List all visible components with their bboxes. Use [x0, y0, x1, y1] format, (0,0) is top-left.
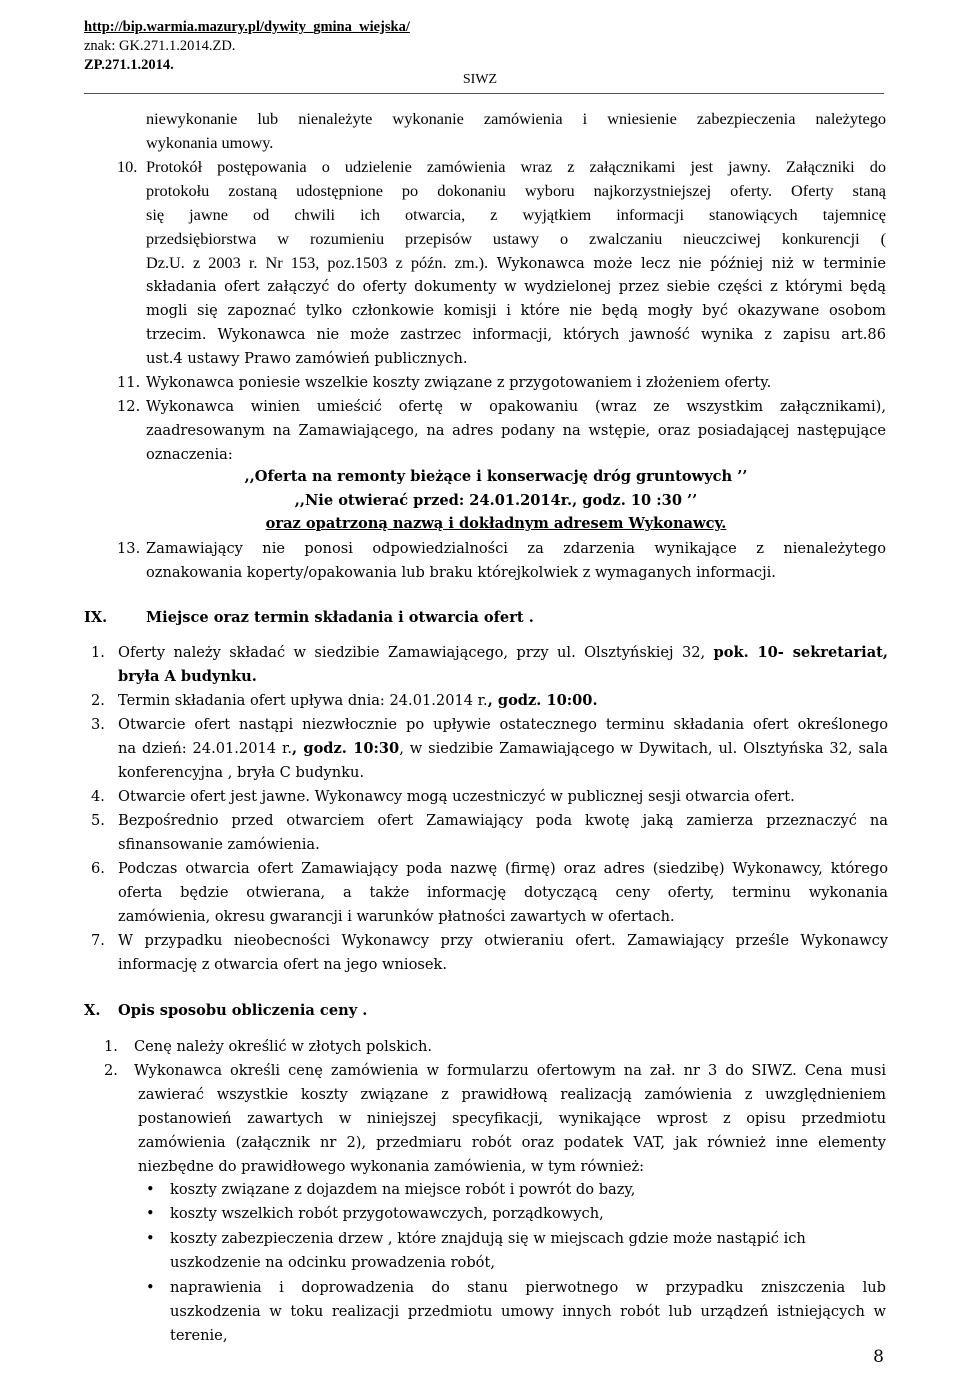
p10-line-6: składania ofert załączyć do oferty dokumenty w wydzielonej przez siebie części z którymi będą [146, 278, 886, 295]
bullet-4-line-2: uszkodzenia w toku realizacji przedmiotu umowy innych robót lub urządzeń istniejących w [170, 1303, 886, 1320]
procedure-number: ZP.271.1.2014. [84, 57, 174, 73]
s10-item-1-number: 1. [104, 1038, 118, 1055]
header-siwz: SIWZ [462, 72, 498, 87]
section-x-title: Opis sposobu obliczenia ceny . [118, 1002, 368, 1019]
bullet-3-dot: • [146, 1230, 155, 1247]
s9-item-1-number: 1. [91, 644, 105, 661]
p10-line-8: trzecim. Wykonawca nie może zastrzec informacji, których jawność wynika z zapisu art.86 [146, 326, 886, 343]
envelope-mark-1: ,,Oferta na remonty bieżące i konserwację dróg gruntowych ’’ [244, 468, 748, 485]
bullet-4-dot: • [146, 1279, 155, 1296]
s9-item-6-number: 6. [91, 860, 105, 877]
p10-number: 10. [117, 157, 138, 176]
s9-item-7-line-1: W przypadku nieobecności Wykonawcy przy otwieraniu ofert. Zamawiający prześle Wykonawcy [118, 932, 888, 949]
s9-item-3-line-3: konferencyjna , bryła C budynku. [118, 764, 365, 781]
p12-line-2: zaadresowanym na Zamawiającego, na adres podany na wstępie, oraz posiadającej następujące [146, 422, 886, 439]
s9-item-3-number: 3. [91, 716, 105, 733]
s9-item-5-line-1: Bezpośrednio przed otwarciem ofert Zamawiający poda kwotę jaką zamierza przeznaczyć na [118, 812, 888, 829]
bullet-1-dot: • [146, 1181, 155, 1198]
p10-line-1: Protokół postępowania o udzielenie zamówienia wraz z załącznikami jest jawny. Załączniki do [146, 157, 886, 176]
s10-item-2-line-3: postanowień zawartych w niniejszej specyfikacji, wynikające wprost z opisu przedmiotu [138, 1110, 886, 1127]
p9-line-2: wykonania umowy. [146, 133, 274, 152]
p10-line-9: ust.4 ustawy Prawo zamówień publicznych. [146, 350, 468, 367]
bullet-3-line-1: koszty zabezpieczenia drzew , które znajdują się w miejscach gdzie może nastąpić ich [170, 1230, 806, 1247]
s10-item-2-number: 2. [104, 1062, 118, 1079]
p10-line-5 [146, 251, 886, 276]
s9-item-6-line-1: Podczas otwarcia ofert Zamawiający poda nazwę (firmę) oraz adres (siedzibę) Wykonawcy, którego [118, 860, 888, 877]
p10-line-7: mogli się zapoznać tylko członkowie komisji i które nie będą mogły być okazywane osobom [146, 302, 886, 319]
envelope-mark-2: ,,Nie otwierać przed: 24.01.2014r., godz. 10 :30 ’’ [294, 492, 698, 509]
s9-item-1-line-2: bryła A budynku. [118, 668, 257, 685]
envelope-mark-3: oraz opatrzoną nazwą i dokładnym adresem Wykonawcy. [265, 515, 727, 532]
bullet-2-text: koszty wszelkich robót przygotowawczych, porządkowych, [170, 1205, 604, 1222]
p12-number: 12. [117, 398, 141, 415]
s10-item-2-line-1: Wykonawca określi cenę zamówienia w formularzu ofertowym na zał. nr 3 do SIWZ. Cena musi [134, 1062, 886, 1079]
s9-item-3-place: , w siedzibie Zamawiającego w Dywitach, ul. Olsztyńska 32, sala [399, 740, 888, 757]
bip-link[interactable]: http://bip.warmia.mazury.pl/dywity_gmina_wiejska/ [84, 19, 410, 35]
bullet-4-line-3: terenie, [170, 1327, 228, 1344]
s9-item-7-number: 7. [91, 932, 105, 949]
s9-item-5-line-2: sfinansowanie zamówienia. [118, 836, 320, 853]
page-header [84, 18, 410, 75]
s9-item-3-time: , godz. 10:30 [291, 740, 400, 757]
p12-line-3: oznaczenia: [146, 446, 233, 463]
p11-number: 11. [117, 374, 141, 391]
s9-item-2-text: Termin składania ofert upływa dnia: 24.01.2014 r. [118, 692, 488, 709]
section-ix-title: Miejsce oraz termin składania i otwarcia ofert . [146, 609, 534, 626]
bullet-3-line-2: uszkodzenie na odcinku prowadzenia robót, [170, 1254, 495, 1271]
case-number: znak: GK.271.1.2014.ZD. [84, 38, 236, 54]
s9-item-6-line-3: zamówienia, okresu gwarancji i warunków płatności zawartych w ofertach. [118, 908, 675, 925]
section-ix-number: IX. [84, 609, 108, 626]
bullet-4-line-1: naprawienia i doprowadzenia do stanu pierwotnego w przypadku zniszczenia lub [170, 1279, 886, 1296]
s9-item-1-room: pok. 10- sekretariat, [713, 644, 888, 661]
s9-item-1-line-1 [118, 641, 888, 665]
s9-item-4-number: 4. [91, 788, 105, 805]
s10-item-1-line-1: Cenę należy określić w złotych polskich. [134, 1038, 432, 1055]
s10-item-2-line-5: niezbędne do prawidłowego wykonania zamówienia, w tym również: [138, 1158, 645, 1175]
p10-line-5b: Wykonawca może lecz nie później niż w terminie [488, 255, 886, 272]
s9-item-7-line-2: informację z otwarcia ofert na jego wniosek. [118, 956, 447, 973]
p12-line-1: Wykonawca winien umieścić ofertę w opakowaniu (wraz ze wszystkim załącznikami), [146, 398, 886, 415]
p11-line-1: Wykonawca poniesie wszelkie koszty związane z przygotowaniem i złożeniem oferty. [146, 374, 772, 391]
s9-item-2-time: , godz. 10:00. [487, 692, 598, 709]
s10-item-2-line-4: zamówienia (załącznik nr 2), przedmiaru robót oraz podatek VAT, jak również inne elementy [138, 1134, 886, 1151]
p10-line-5a: Dz.U. z 2003 r. Nr 153, poz.1503 z późn. zm.). [146, 253, 489, 272]
s9-item-2-line-1 [118, 689, 598, 713]
p10-line-3: się jawne od chwili ich otwarcia, z wyjątkiem informacji stanowiących tajemnicę [146, 205, 886, 224]
s9-item-3-line-1: Otwarcie ofert nastąpi niezwłocznie po upływie ostatecznego terminu składania ofert określonego [118, 716, 888, 733]
bullet-1-text: koszty związane z dojazdem na miejsce robót i powrót do bazy, [170, 1181, 636, 1198]
s10-item-2-line-2: zawierać wszystkie koszty związane z prawidłową realizacją zamówienia z uwzględnieniem [138, 1086, 886, 1103]
p13-line-2: oznakowania koperty/opakowania lub braku którejkolwiek z wymaganych informacji. [146, 564, 776, 581]
section-x-number: X. [84, 1002, 101, 1019]
s9-item-6-line-2: oferta będzie otwierana, a także informację dotyczącą ceny oferty, terminu wykonania [118, 884, 888, 901]
s9-item-1-text: Oferty należy składać w siedzibie Zamawiającego, przy ul. Olsztyńskiej 32, [118, 644, 714, 661]
p9-line-1: niewykonanie lub nienależyte wykonanie zamówienia i wniesienie zabezpieczenia należytego [146, 109, 886, 128]
header-divider [84, 93, 884, 94]
p10-line-4: przedsiębiorstwa w rozumieniu przepisów ustawy o zwalczaniu nieuczciwej konkurencji ( [146, 229, 886, 248]
page-number: 8 [873, 1347, 884, 1367]
p13-line-1: Zamawiający nie ponosi odpowiedzialności za zdarzenia wynikające z nienależytego [146, 540, 886, 557]
bullet-2-dot: • [146, 1205, 155, 1222]
s9-item-3-date: na dzień: 24.01.2014 r. [118, 740, 292, 757]
s9-item-4-line-1: Otwarcie ofert jest jawne. Wykonawcy mogą uczestniczyć w publicznej sesji otwarcia ofert. [118, 788, 795, 805]
p13-number: 13. [117, 540, 141, 557]
s9-item-3-line-2 [118, 737, 888, 761]
s9-item-5-number: 5. [91, 812, 105, 829]
p10-line-2: protokołu zostaną udostępnione po dokonaniu wyboru najkorzystniejszej oferty. Oferty staną [146, 181, 886, 200]
s9-item-2-number: 2. [91, 692, 105, 709]
